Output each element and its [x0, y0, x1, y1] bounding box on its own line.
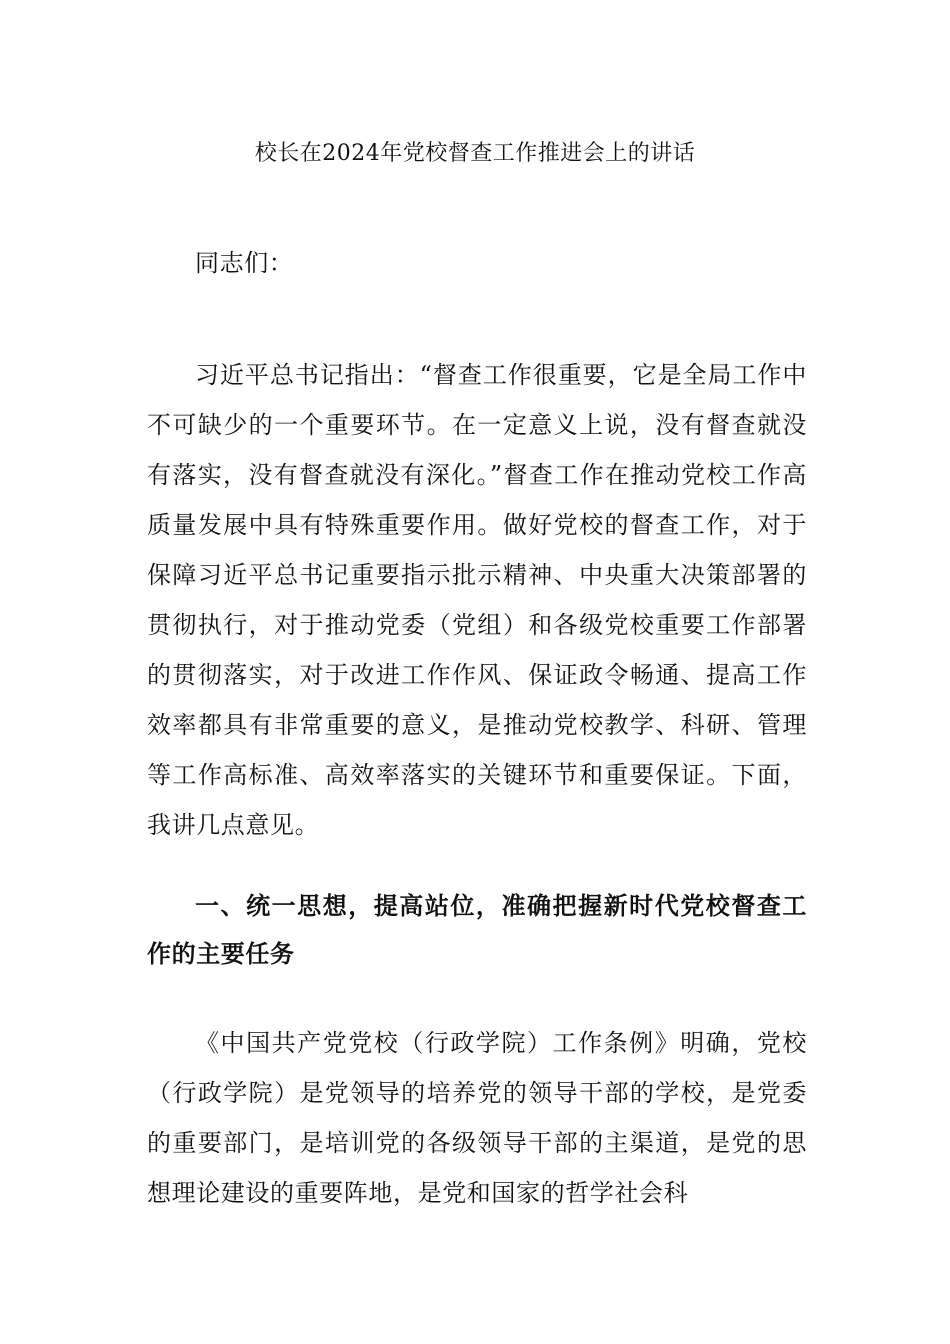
section-heading-block	[147, 882, 807, 978]
greeting-block	[147, 238, 807, 288]
section-heading-1: 一、统一思想，提高站位，准确把握新时代党校督查工作的主要任务	[147, 892, 807, 968]
greeting: 同志们：	[195, 249, 294, 277]
paragraph-2: 《中国共产党党校（行政学院）工作条例》明确，党校（行政学院）是党领导的培养党的领导干部的学校，是党委的重要部门，是培训党的各级领导干部的主渠道，是党的思想理论建设的重要阵地，是党和国家的哲学社会科	[147, 1029, 807, 1207]
document-title: 校长在2024年党校督查工作推进会上的讲话	[254, 141, 696, 166]
paragraph-block-2	[147, 1018, 807, 1218]
paragraph-1: 习近平总书记指出：“督查工作很重要，它是全局工作中不可缺少的一个重要环节。在一定意义上说，没有督查就没有落实，没有督查就没有深化。”督查工作在推动党校工作高质量发展中具有特殊重要作用。做好党校的督查工作，对于保障习近平总书记重要指示批示精神、中央重大决策部署的贯彻执行，对于推动党委（党组）和各级党校重要工作部署的贯彻落实，对于改进工作作风、保证政令畅通、提高工作效率都具有非常重要的意义，是推动党校教学、科研、管理等工作高标准、高效率落实的关键环节和重要保证。下面，我讲几点意见。	[147, 361, 807, 839]
paragraph-block-1	[147, 350, 807, 850]
